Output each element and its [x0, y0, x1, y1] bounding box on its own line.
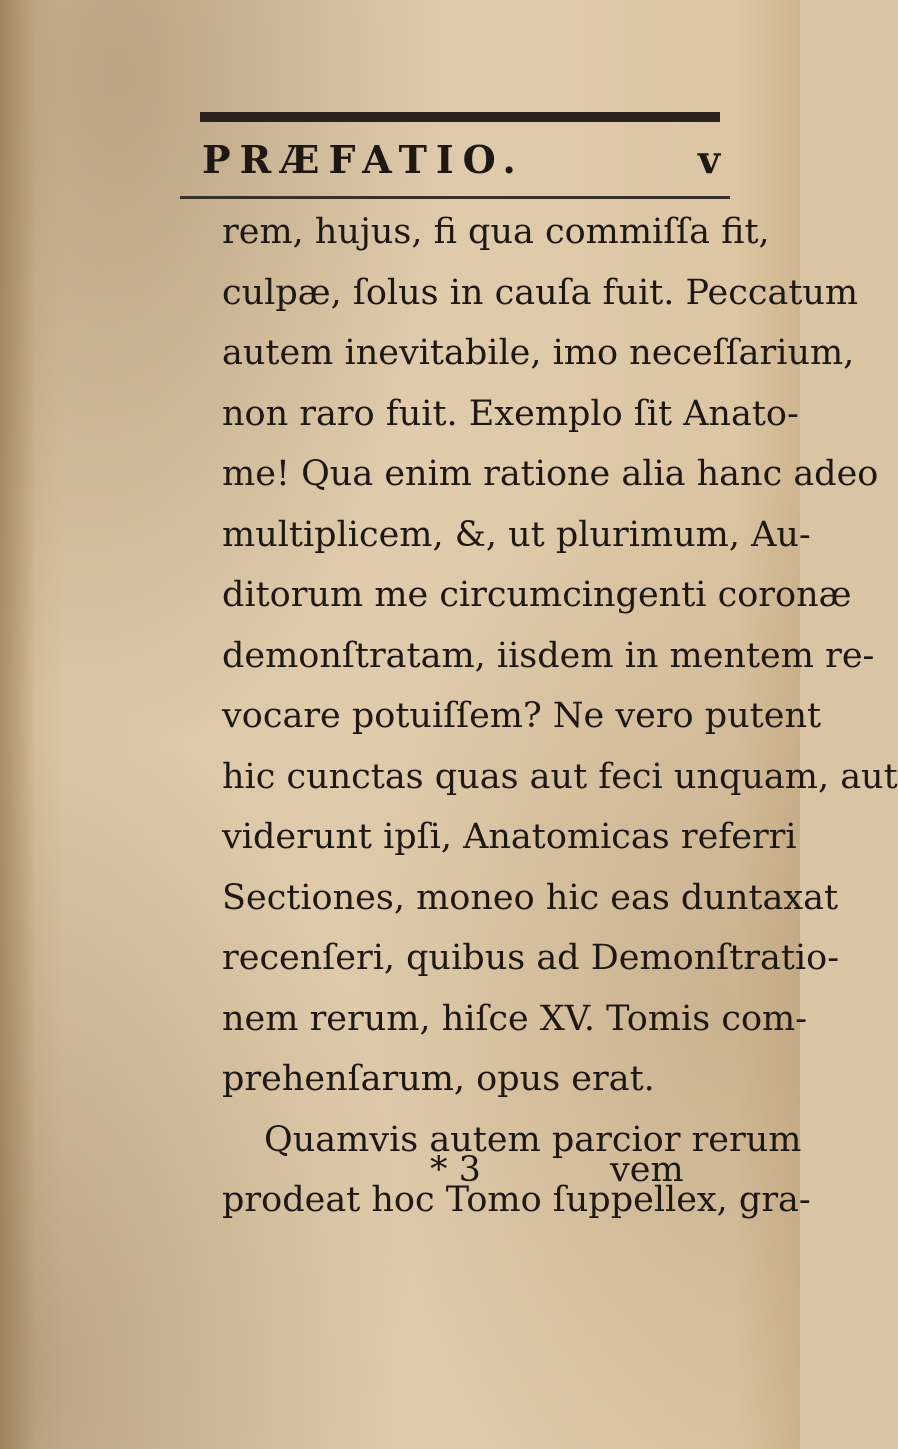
- text-line: autem inevitabile, imo neceſſarium,: [222, 333, 855, 373]
- running-head: [202, 120, 742, 190]
- header-rule-thin: [180, 196, 730, 199]
- body-text: [222, 202, 898, 1231]
- text-line: recenſeri, quibus ad Demonſtratio-: [222, 938, 840, 978]
- text-line: me! Qua enim ratione alia hanc adeo: [222, 454, 879, 494]
- text-line: ditorum me circumcingenti coronæ: [222, 575, 852, 615]
- page-number: v: [698, 137, 721, 182]
- text-line: culpæ, ſolus in cauſa fuit. Peccatum: [222, 272, 859, 313]
- running-title: PRÆFATIO.: [202, 137, 525, 182]
- text-line: rem, hujus, fi qua commiſſa fit,: [222, 212, 770, 252]
- text-line: nem rerum, hiſce XV. Tomis com-: [222, 998, 808, 1039]
- signature-mark: * 3: [430, 1150, 481, 1190]
- text-line: Sectiones, moneo hic eas duntaxat: [222, 877, 839, 918]
- page-gutter-shadow: [0, 0, 36, 1449]
- text-line: Quamvis autem parcior rerum: [264, 1119, 802, 1160]
- text-line: multiplicem, &, ut plurimum, Au-: [222, 514, 811, 555]
- text-line: demonſtratam, iisdem in mentem re-: [222, 635, 875, 676]
- text-line: hic cunctas quas aut feci unquam, aut: [222, 756, 898, 797]
- catchword: vem: [610, 1150, 684, 1190]
- text-line: vocare potuiſſem? Ne vero putent: [222, 696, 822, 736]
- text-line: prodeat hoc Tomo ſuppellex, gra-: [222, 1180, 811, 1220]
- text-line: prehenſarum, opus erat.: [222, 1059, 655, 1099]
- text-line: viderunt ipſi, Anatomicas referri: [222, 817, 797, 857]
- text-line: non raro fuit. Exemplo ſit Anato-: [222, 393, 799, 434]
